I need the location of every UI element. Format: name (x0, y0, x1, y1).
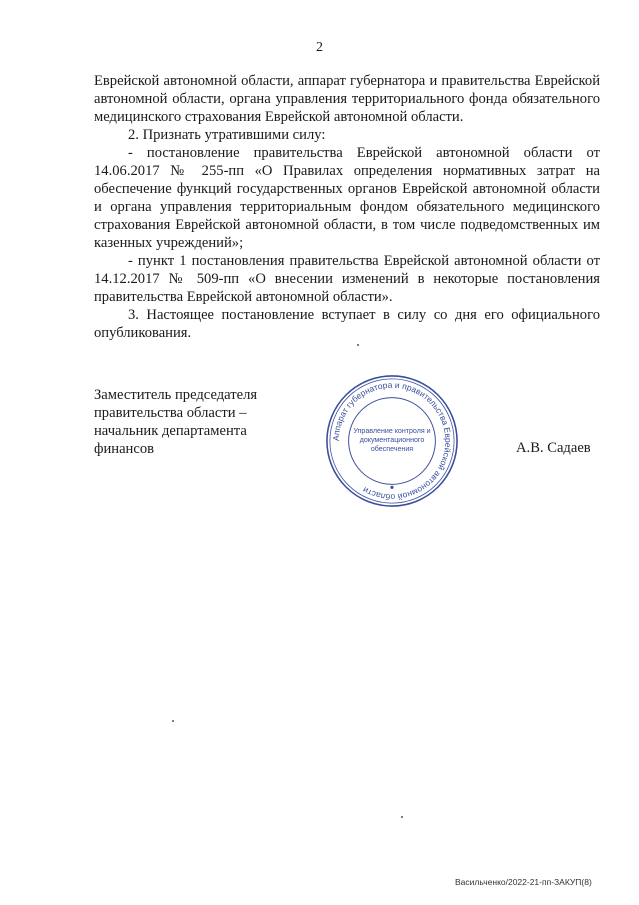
signer-position-line: правительства области – (94, 405, 247, 421)
seal-center-line: обеспечения (370, 444, 414, 453)
scan-speck (357, 344, 359, 346)
paragraph-repealed-255: - постановление правительства Еврейской автономной области от 14.06.2017 № 255-пп «О Правилах определения нормативных затрат на обеспечение функций государственных органов Еврейской автономной области и органа управления территориальным фондом обязательного медицинского страхования Еврейской автономной области, в том числе подведомственных им казенных учреждений»; (94, 145, 600, 251)
document-body (94, 72, 600, 342)
scan-speck (401, 816, 403, 818)
official-seal-stamp (323, 372, 461, 510)
signer-position-line: начальник департамента (94, 423, 247, 439)
paragraph-repealed-509: - пункт 1 постановления правительства Еврейской автономной области от 14.12.2017 № 509-пп «О внесении изменений в некоторые постановления правительства Еврейской автономной области». (94, 253, 600, 305)
seal-center-line: Управление контроля и (353, 427, 431, 436)
paragraph-item-2: 2. Признать утратившими силу: (128, 127, 326, 143)
signer-position (94, 386, 257, 458)
scan-speck (172, 720, 174, 722)
paragraph-continuation: Еврейской автономной области, аппарат губернатора и правительства Еврейской автономной области, органа управления территориального фонда обязательного медицинского страхования Еврейской автономной области. (94, 73, 600, 125)
document-id: Васильченко/2022-21-пп-ЗАКУП(8) (455, 877, 592, 887)
signer-position-line: финансов (94, 441, 155, 457)
page-number: 2 (316, 40, 323, 55)
seal-center-line: документационного (359, 435, 425, 444)
signer-name: А.В. Садаев (516, 440, 591, 456)
paragraph-item-3: 3. Настоящее постановление вступает в силу со дня его официального опубликования. (94, 307, 600, 341)
seal-star-dot (390, 486, 393, 489)
seal-ring-textpath: Аппарат губернатора и правительства Еврейской автономной области (330, 379, 454, 503)
signer-position-line: Заместитель председателя (94, 387, 258, 403)
